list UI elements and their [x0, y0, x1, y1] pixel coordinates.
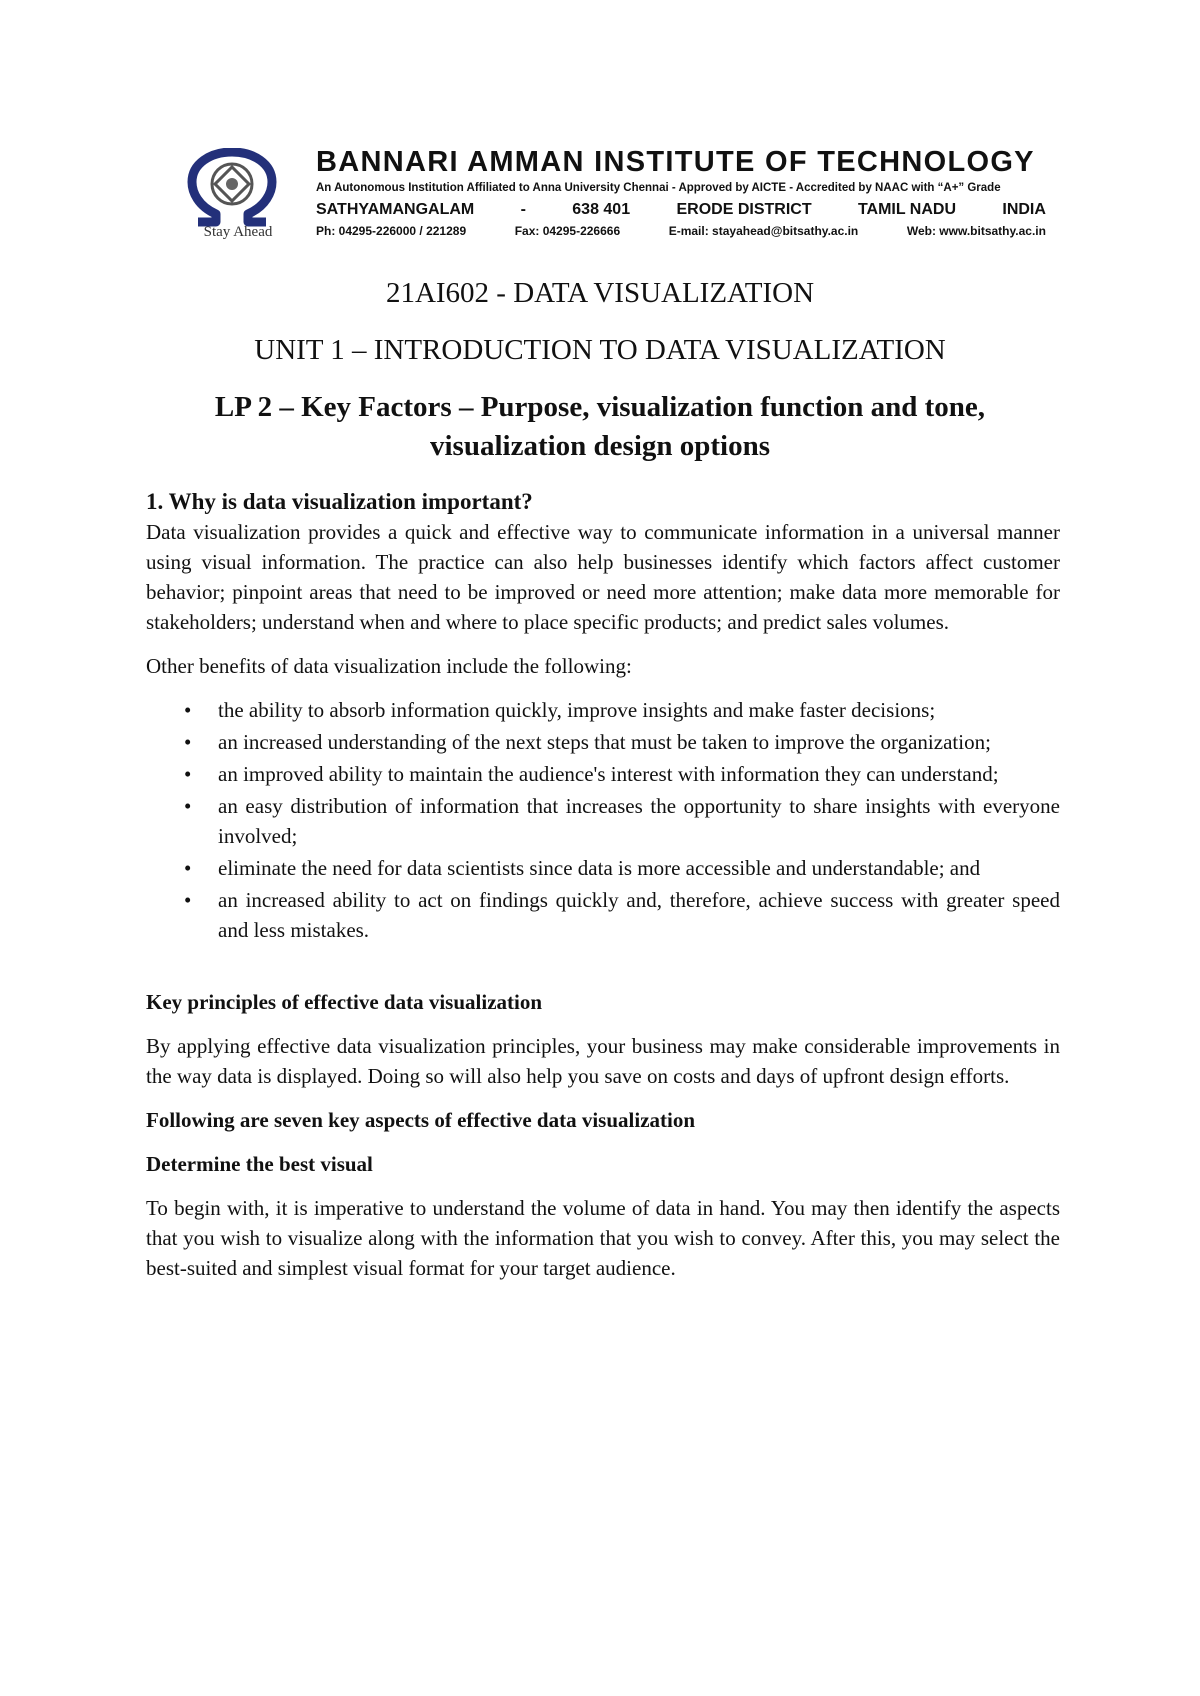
list-item: • the ability to absorb information quickly, improve insights and make faster decisions; — [218, 695, 1060, 725]
section-heading-key-principles: Key principles of effective data visualization — [146, 990, 543, 1014]
institute-affiliation: An Autonomous Institution Affiliated to Anna University Chennai - Approved by AICTE - Accredited by NAAC with “A+” Grade — [316, 182, 1001, 194]
benefits-list — [146, 695, 1060, 945]
institute-address — [316, 199, 1046, 221]
list-item: • an increased ability to act on findings quickly and, therefore, achieve success with greater speed and less mistakes. — [218, 885, 1060, 945]
address-town: SATHYAMANGALAM — [316, 201, 475, 218]
subheading-best-visual: Determine the best visual — [146, 1152, 373, 1176]
contact-email: E-mail: stayahead@bitsathy.ac.in — [668, 224, 859, 238]
logo-tagline: Stay Ahead — [203, 224, 273, 240]
list-item: • an increased understanding of the next steps that must be taken to improve the organization; — [218, 727, 1060, 757]
address-country: INDIA — [1002, 201, 1046, 218]
institute-info — [316, 146, 1056, 239]
institute-contact — [316, 223, 1046, 239]
address-dash: - — [520, 201, 526, 218]
list-item: • an improved ability to maintain the audience's interest with information they can understand; — [218, 759, 1060, 789]
document-body — [146, 487, 1060, 1297]
paragraph-benefits-lead: Other benefits of data visualization include the following: — [146, 654, 632, 678]
contact-fax: Fax: 04295-226666 — [514, 224, 621, 238]
letterhead — [176, 146, 1056, 246]
course-title: 21AI602 - DATA VISUALIZATION — [385, 277, 815, 309]
subheading-seven-aspects: Following are seven key aspects of effective data visualization — [146, 1108, 696, 1132]
section-spacer — [146, 947, 1060, 987]
address-state: TAMIL NADU — [857, 201, 957, 218]
lesson-title: LP 2 – Key Factors – Purpose, visualization function and tone, visualization design options — [214, 391, 986, 462]
institute-name: BANNARI AMMAN INSTITUTE OF TECHNOLOGY — [316, 146, 1035, 178]
section-heading-why-important: 1. Why is data visualization important? — [146, 489, 533, 514]
address-pin: 638 401 — [572, 201, 631, 218]
contact-phone: Ph: 04295-226000 / 221289 — [316, 224, 467, 238]
list-item: • an easy distribution of information that increases the opportunity to share insights with everyone involved; — [218, 791, 1060, 851]
address-district: ERODE DISTRICT — [676, 201, 812, 218]
unit-title: UNIT 1 – INTRODUCTION TO DATA VISUALIZATION — [254, 334, 946, 366]
paragraph-principles: By applying effective data visualization principles, your business may make considerable improvements in the way data is displayed. Doing so will also help you save on costs and days of upfront design efforts. — [146, 1034, 1060, 1088]
paragraph-intro: Data visualization provides a quick and effective way to communicate information in a universal manner using visual information. The practice can also help businesses identify which factors affect customer behavior; pinpoint areas that need to be improved or need more attention; make data more memorable for stakeholders; understand when and where to place specific products; and predict sales volumes. — [146, 520, 1060, 634]
paragraph-best-visual: To begin with, it is imperative to understand the volume of data in hand. You may then identify the aspects that you wish to visualize along with the information that you wish to convey. After this, you may select the best-suited and simplest visual format for your target audience. — [146, 1196, 1060, 1280]
contact-web: Web: www.bitsathy.ac.in — [906, 224, 1046, 238]
list-item: • eliminate the need for data scientists since data is more accessible and understandable; and — [218, 853, 1060, 883]
